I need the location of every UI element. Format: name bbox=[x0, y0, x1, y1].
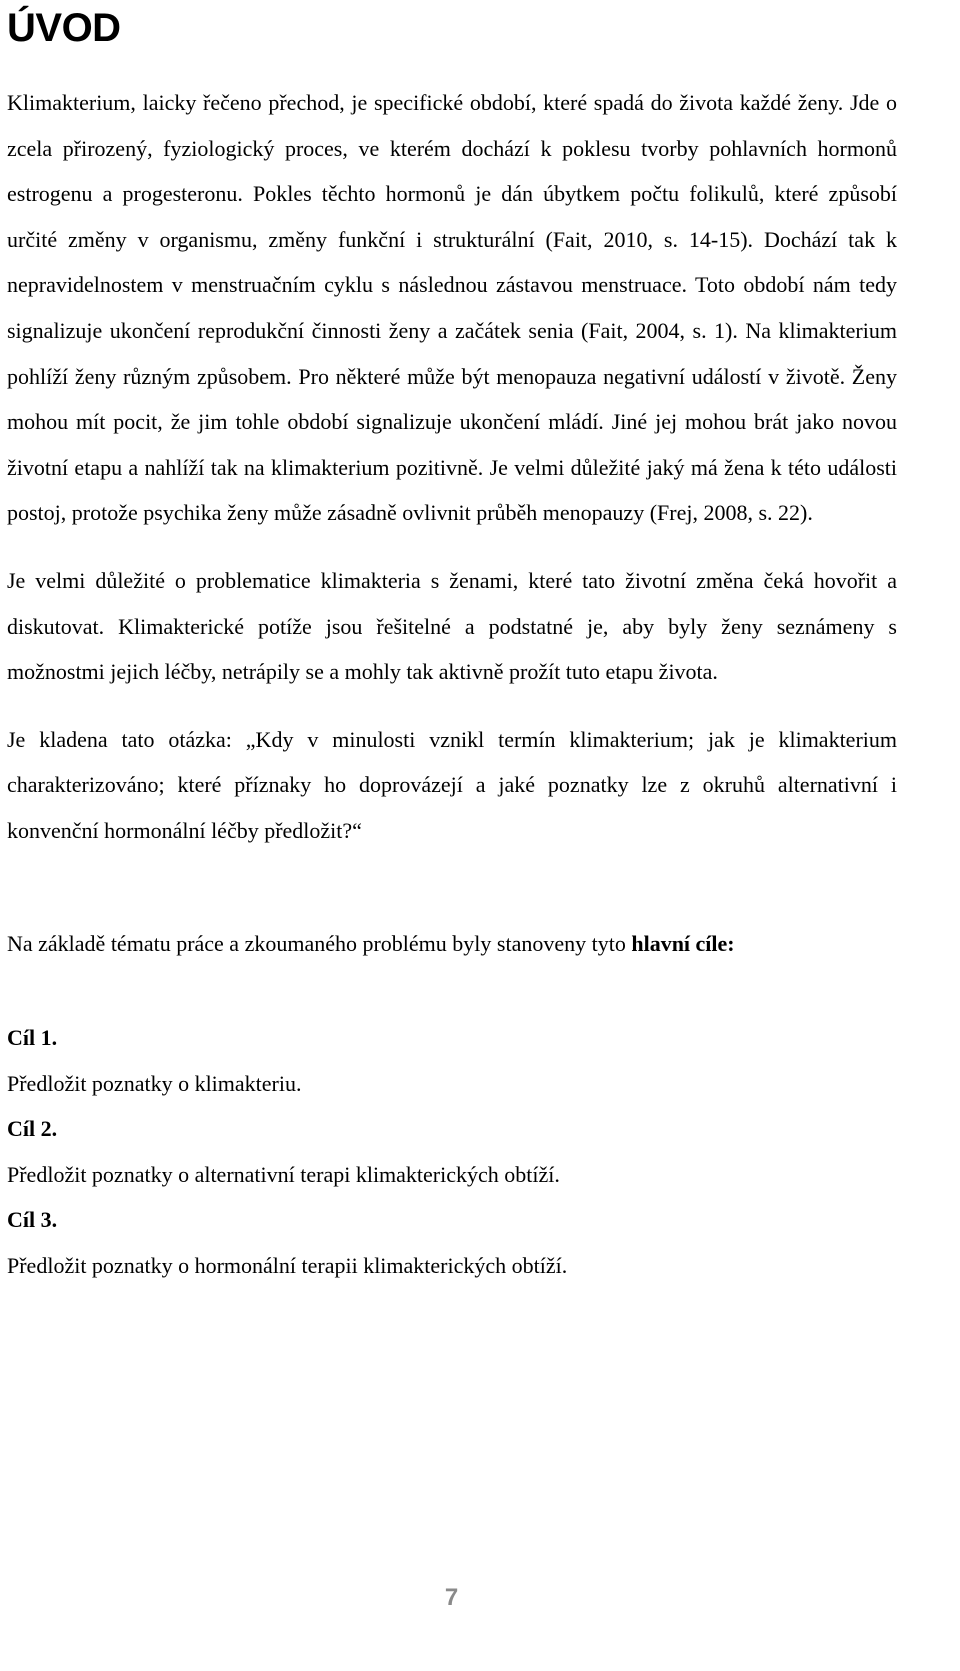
goals-intro-text: Na základě tématu práce a zkoumaného problému byly stanoveny tyto bbox=[7, 930, 632, 956]
page-number: 7 bbox=[444, 1584, 459, 1611]
page-heading: ÚVOD bbox=[7, 6, 121, 50]
goal-1-text: Předložit poznatky o klimakteriu. bbox=[7, 1070, 302, 1096]
goal-3-title: Cíl 3. bbox=[7, 1207, 58, 1233]
goal-3-text: Předložit poznatky o hormonální terapii klimakterických obtíží. bbox=[7, 1253, 568, 1279]
goal-2-title: Cíl 2. bbox=[7, 1116, 58, 1142]
goal-2-text: Předložit poznatky o alternativní terapi klimakterických obtíží. bbox=[7, 1161, 560, 1187]
paragraph-discussion: Je velmi důležité o problematice klimakteria s ženami, které tato životní změna čeká hovořit a diskutovat. Klimakterické potíže jsou řešitelné a podstatné je, aby byly ženy seznámeny s možnostmi jejich léčby, netrápily se a mohly tak aktivně prožít tuto etapu života. bbox=[7, 567, 897, 685]
goals-intro bbox=[7, 921, 897, 967]
document-page bbox=[7, 0, 897, 1289]
goals-list bbox=[7, 1015, 897, 1289]
goal-1-title: Cíl 1. bbox=[7, 1025, 58, 1051]
paragraph-research-question: Je kladena tato otázka: „Kdy v minulosti vznikl termín klimakterium; jak je klimakterium charakterizováno; které příznaky ho doprovázejí a jaké poznatky lze z okruhů alternativní i konvenční hormonální léčby předložit?“ bbox=[7, 726, 897, 843]
paragraph-intro: Klimakterium, laicky řečeno přechod, je specifické období, které spadá do života každé ženy. Jde o zcela přirozený, fyziologický proces, ve kterém dochází k poklesu tvorby pohlavních hormonů estrogenu a progesteronu. Pokles těchto hormonů je dán úbytkem počtu folikulů, které způsobí určité změny v organismu, změny funkční i strukturální (Fait, 2010, s. 14-15). Dochází tak k nepravidelnostem v menstruačním cyklu s následnou zástavou menstruace. Toto období nám tedy signalizuje ukončení reprodukční činnosti ženy a začátek senia (Fait, 2004, s. 1). Na klimakterium pohlíží ženy různým způsobem. Pro některé může být menopauza negativní událostí v životě. Ženy mohou mít pocit, že jim tohle období signalizuje ukončení mládí. Jiné jej mohou brát jako novou životní etapu a nahlíží tak na klimakterium pozitivně. Je velmi důležité jaký má žena k této události postoj, protože psychika ženy může zásadně ovlivnit průběh menopauzy (Frej, 2008, s. 22). bbox=[7, 90, 897, 526]
goals-intro-bold: hlavní cíle: bbox=[631, 930, 735, 956]
